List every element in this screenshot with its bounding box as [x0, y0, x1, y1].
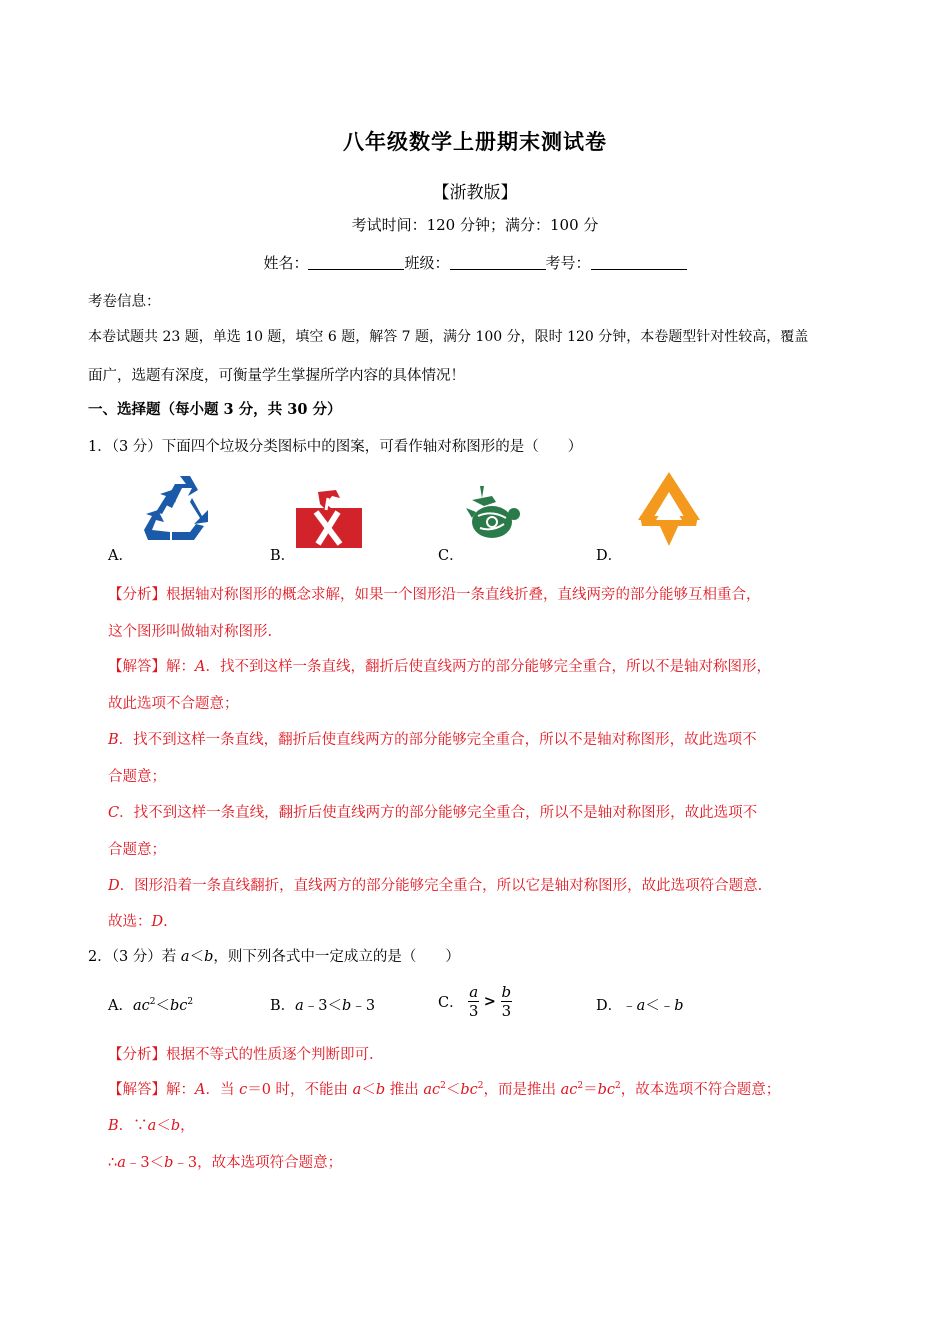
q1-option-b[interactable]: B．	[270, 548, 296, 564]
number-label: 考号：	[545, 254, 591, 272]
hazardous-waste-icon	[296, 488, 362, 548]
q1-answer-b-line-1: B．找不到这样一条直线，翻折后使直线两方的部分能够完全重合，所以不是轴对称图形，故此选项不	[108, 732, 757, 748]
name-label: 姓名：	[263, 254, 309, 272]
q1-answer-line-1: 【解答】解：A．找不到这样一条直线，翻折后使直线两方的部分能够完全重合，所以不是轴对称图形，	[108, 659, 771, 675]
q2-answer-b-line: B．∵a＜b，	[108, 1118, 195, 1134]
exam-time-line: 考试时间：120 分钟；满分：100 分	[351, 216, 599, 234]
q2-answer-line-1: 【解答】解：A．当 c＝0 时，不能由 a＜b 推出 $ac^2<bc^2$，而是推出 $ac^2=bc^2$，故本选项不符合题意；	[108, 1081, 781, 1098]
q1-answer-d-line-1: D．图形沿着一条直线翻折，直线两方的部分能够完全重合，所以它是轴对称图形，故此选项符合题意.	[108, 878, 763, 894]
q1-analysis-line-1: 【分析】根据轴对称图形的概念求解，如果一个图形沿一条直线折叠，直线两旁的部分能够互相重合，	[108, 587, 761, 603]
fraction-b-over-3: $\frac{b}{3}$	[501, 983, 512, 1020]
q2-answer-therefore-line: ∴a﹣3＜b﹣3，故本选项符合题意；	[108, 1155, 343, 1171]
student-info-line	[0, 252, 950, 273]
q1-choice-line: 故选：D.	[108, 914, 168, 930]
q1-option-c[interactable]: C．	[438, 548, 464, 564]
class-field[interactable]	[450, 255, 546, 270]
q2-option-d[interactable]: D．﹣a＜﹣b	[596, 998, 684, 1014]
section-heading: 一、选择题（每小题 3 分，共 30 分）	[88, 401, 342, 418]
class-label: 班级：	[404, 254, 450, 272]
analysis-tag: 【分析】	[108, 587, 166, 603]
number-field[interactable]	[591, 255, 687, 270]
analysis-tag: 【分析】	[108, 1047, 166, 1063]
recycle-icon	[142, 474, 214, 544]
other-waste-icon	[634, 470, 704, 548]
q1-answer-c-line-2: 合题意；	[108, 842, 166, 858]
q1-option-a[interactable]: A．	[108, 548, 133, 564]
question-1-stem: 1．（3 分）下面四个垃圾分类图标中的图案，可看作轴对称图形的是（ ）	[88, 439, 583, 455]
q1-answer-line-2: 故此选项不合题意；	[108, 696, 239, 712]
kitchen-waste-icon	[462, 484, 524, 548]
q2-option-a[interactable]: A．$ac^2<bc^2$	[108, 997, 194, 1014]
answer-tag: 【解答】	[108, 659, 166, 675]
answer-tag: 【解答】	[108, 1082, 166, 1098]
q2-option-c[interactable]: C． $\frac{a}{3}$ > $\frac{b}{3}$	[438, 983, 512, 1020]
q1-answer-c-line-1: C．找不到这样一条直线，翻折后使直线两方的部分能够完全重合，所以不是轴对称图形，故此选项不	[108, 805, 758, 821]
q1-option-d[interactable]: D．	[596, 548, 623, 564]
edition-label: 【浙教版】	[432, 183, 518, 203]
q2-option-b[interactable]: B．a﹣3＜b﹣3	[270, 998, 376, 1014]
name-field[interactable]	[308, 255, 404, 270]
page-title: 八年级数学上册期末测试卷	[343, 129, 607, 154]
q2-analysis: 【分析】根据不等式的性质逐个判断即可.	[108, 1047, 374, 1063]
q1-answer-b-line-2: 合题意；	[108, 769, 166, 785]
exam-info-line-2: 面广，选题有深度，可衡量学生掌握所学内容的具体情况！	[88, 368, 465, 384]
fraction-a-over-3: $\frac{a}{3}$	[468, 983, 479, 1020]
exam-info-heading: 考卷信息：	[88, 294, 161, 310]
q1-analysis-line-2: 这个图形叫做轴对称图形.	[108, 624, 273, 640]
exam-info-line-1: 本卷试题共 23 题，单选 10 题，填空 6 题，解答 7 题，满分 100 分，限时 120 分钟，本卷题型针对性较高，覆盖	[88, 329, 809, 345]
question-2-stem: 2．（3 分）若 a＜b，则下列各式中一定成立的是（ ）	[88, 949, 460, 965]
